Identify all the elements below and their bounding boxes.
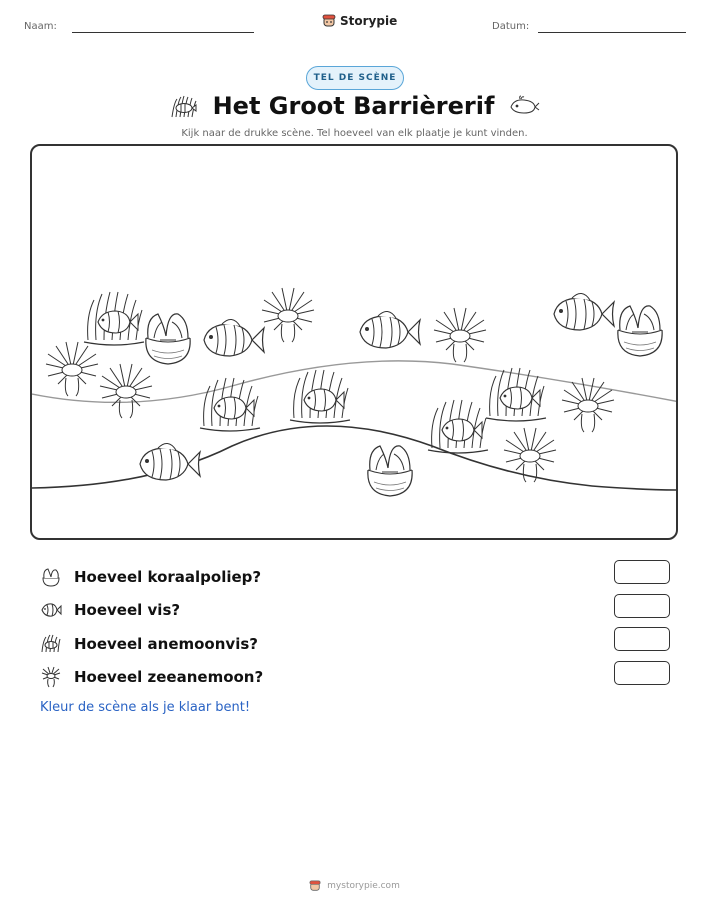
clownfish-anemone: [84, 292, 144, 345]
brand-name: Storypie: [340, 14, 398, 28]
reef-scene-drawing: [32, 146, 678, 540]
whale-icon: [508, 95, 540, 117]
storypie-mascot-icon: [309, 880, 321, 892]
coral-polyp: [146, 314, 190, 364]
sea-anemone-icon: [40, 666, 62, 688]
question-text: Hoeveel anemoonvis?: [74, 634, 258, 653]
answer-box[interactable]: [614, 627, 670, 651]
sea-anemone: [262, 288, 314, 342]
question-list: [40, 560, 670, 694]
coral-polyp: [368, 446, 412, 496]
worksheet-header: [0, 0, 709, 50]
title-row: [0, 92, 709, 120]
question-row: [40, 560, 670, 594]
datum-label: Datum:: [492, 21, 530, 32]
coral-polyp-icon: [40, 566, 62, 588]
reef-scene: [30, 144, 678, 540]
answer-box[interactable]: [614, 560, 670, 584]
fish-icon: [40, 599, 62, 621]
sea-anemone: [434, 308, 486, 362]
fish: [140, 443, 200, 480]
question-text: Hoeveel vis?: [74, 601, 181, 620]
question-text: Hoeveel zeeanemoon?: [74, 668, 264, 687]
answer-box[interactable]: [614, 661, 670, 685]
clownfish-anemone: [428, 400, 488, 453]
clownfish-anemone: [486, 368, 546, 421]
site-footer: [0, 880, 709, 892]
coral-polyp: [618, 306, 662, 356]
activity-badge: TEL DE SCÈNE: [306, 66, 404, 90]
page-title: Het Groot Barrièrerif: [212, 92, 495, 120]
answer-box[interactable]: [614, 594, 670, 618]
datum-input-line[interactable]: [538, 32, 686, 33]
question-row: [40, 594, 670, 628]
naam-input-line[interactable]: [72, 32, 254, 33]
clownfish-anemone: [290, 370, 350, 423]
fish: [554, 293, 614, 330]
sea-anemone: [100, 364, 152, 418]
instructions: Kijk naar de drukke scène. Tel hoeveel van elk plaatje je kunt vinden.: [181, 128, 528, 139]
coloring-instruction: Kleur de scène als je klaar bent!: [40, 700, 251, 715]
question-row: [40, 661, 670, 695]
clownfish-anemone-icon: [40, 633, 62, 655]
naam-label: Naam:: [24, 21, 57, 32]
site-url: mystorypie.com: [327, 881, 400, 891]
sea-anemone: [46, 342, 98, 396]
sea-anemone: [504, 428, 556, 482]
brand-logo: [322, 14, 397, 28]
storypie-mascot-icon: [322, 14, 336, 28]
fish: [360, 311, 420, 348]
question-text: Hoeveel koraalpoliep?: [74, 567, 262, 586]
clownfish-anemone-icon: [169, 93, 199, 119]
fish: [204, 319, 264, 356]
question-row: [40, 627, 670, 661]
